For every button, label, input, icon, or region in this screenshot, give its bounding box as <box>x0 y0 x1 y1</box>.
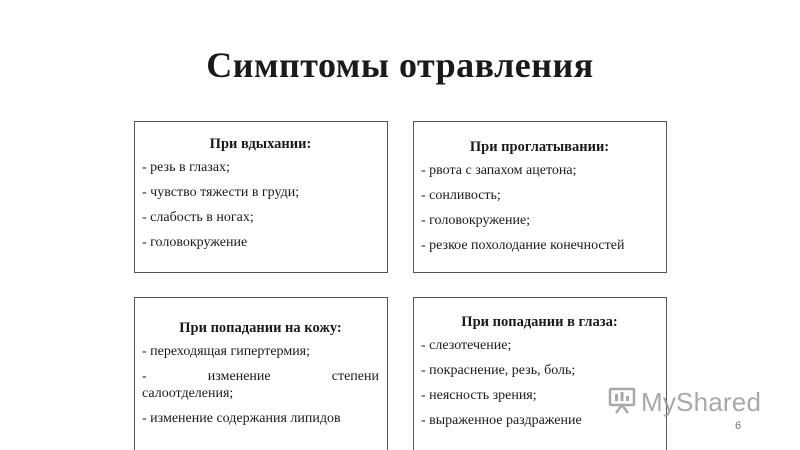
list-item <box>142 368 379 402</box>
box-heading: При попадании в глаза: <box>461 314 618 330</box>
list-item: - чувство тяжести в груди; <box>142 185 300 200</box>
list-item-line: салоотделения; <box>142 386 234 401</box>
list-item: - слезотечение; <box>421 338 512 353</box>
symptom-list <box>421 162 658 254</box>
symptom-list <box>142 343 379 427</box>
list-item: - выраженное раздражение <box>421 413 582 428</box>
myshared-watermark <box>607 385 761 420</box>
list-item: - резкое похолодание конечностей <box>421 238 625 253</box>
list-item: - головокружение; <box>421 213 531 228</box>
box-heading: При проглатывании: <box>469 139 610 155</box>
list-item: - изменение содержания липидов <box>142 411 341 426</box>
list-item: - сонливость; <box>421 188 501 203</box>
list-item: - рвота с запахом ацетона; <box>421 163 577 178</box>
list-item: - резь в глазах; <box>142 160 230 175</box>
list-item: - слабость в ногах; <box>142 210 254 225</box>
page-number: 6 <box>734 420 742 432</box>
box-heading: При вдыхании: <box>209 136 312 152</box>
list-item: - головокружение <box>142 235 248 250</box>
symptom-box-ingestion <box>413 121 667 273</box>
list-item: - неясность зрения; <box>421 388 537 403</box>
presentation-board-icon <box>607 385 637 420</box>
list-item-line: - изменение степени <box>142 369 379 384</box>
list-item: - переходящая гипертермия; <box>142 344 311 359</box>
symptom-box-eyes <box>413 297 667 450</box>
watermark-text: MyShared <box>641 387 762 417</box>
symptom-box-inhalation <box>134 121 388 273</box>
box-heading: При попадании на кожу: <box>179 320 342 336</box>
symptom-box-skin <box>134 297 388 450</box>
slide-title: Симптомы отравления <box>206 45 594 85</box>
symptom-list <box>142 159 379 251</box>
list-item: - покраснение, резь, боль; <box>421 363 576 378</box>
